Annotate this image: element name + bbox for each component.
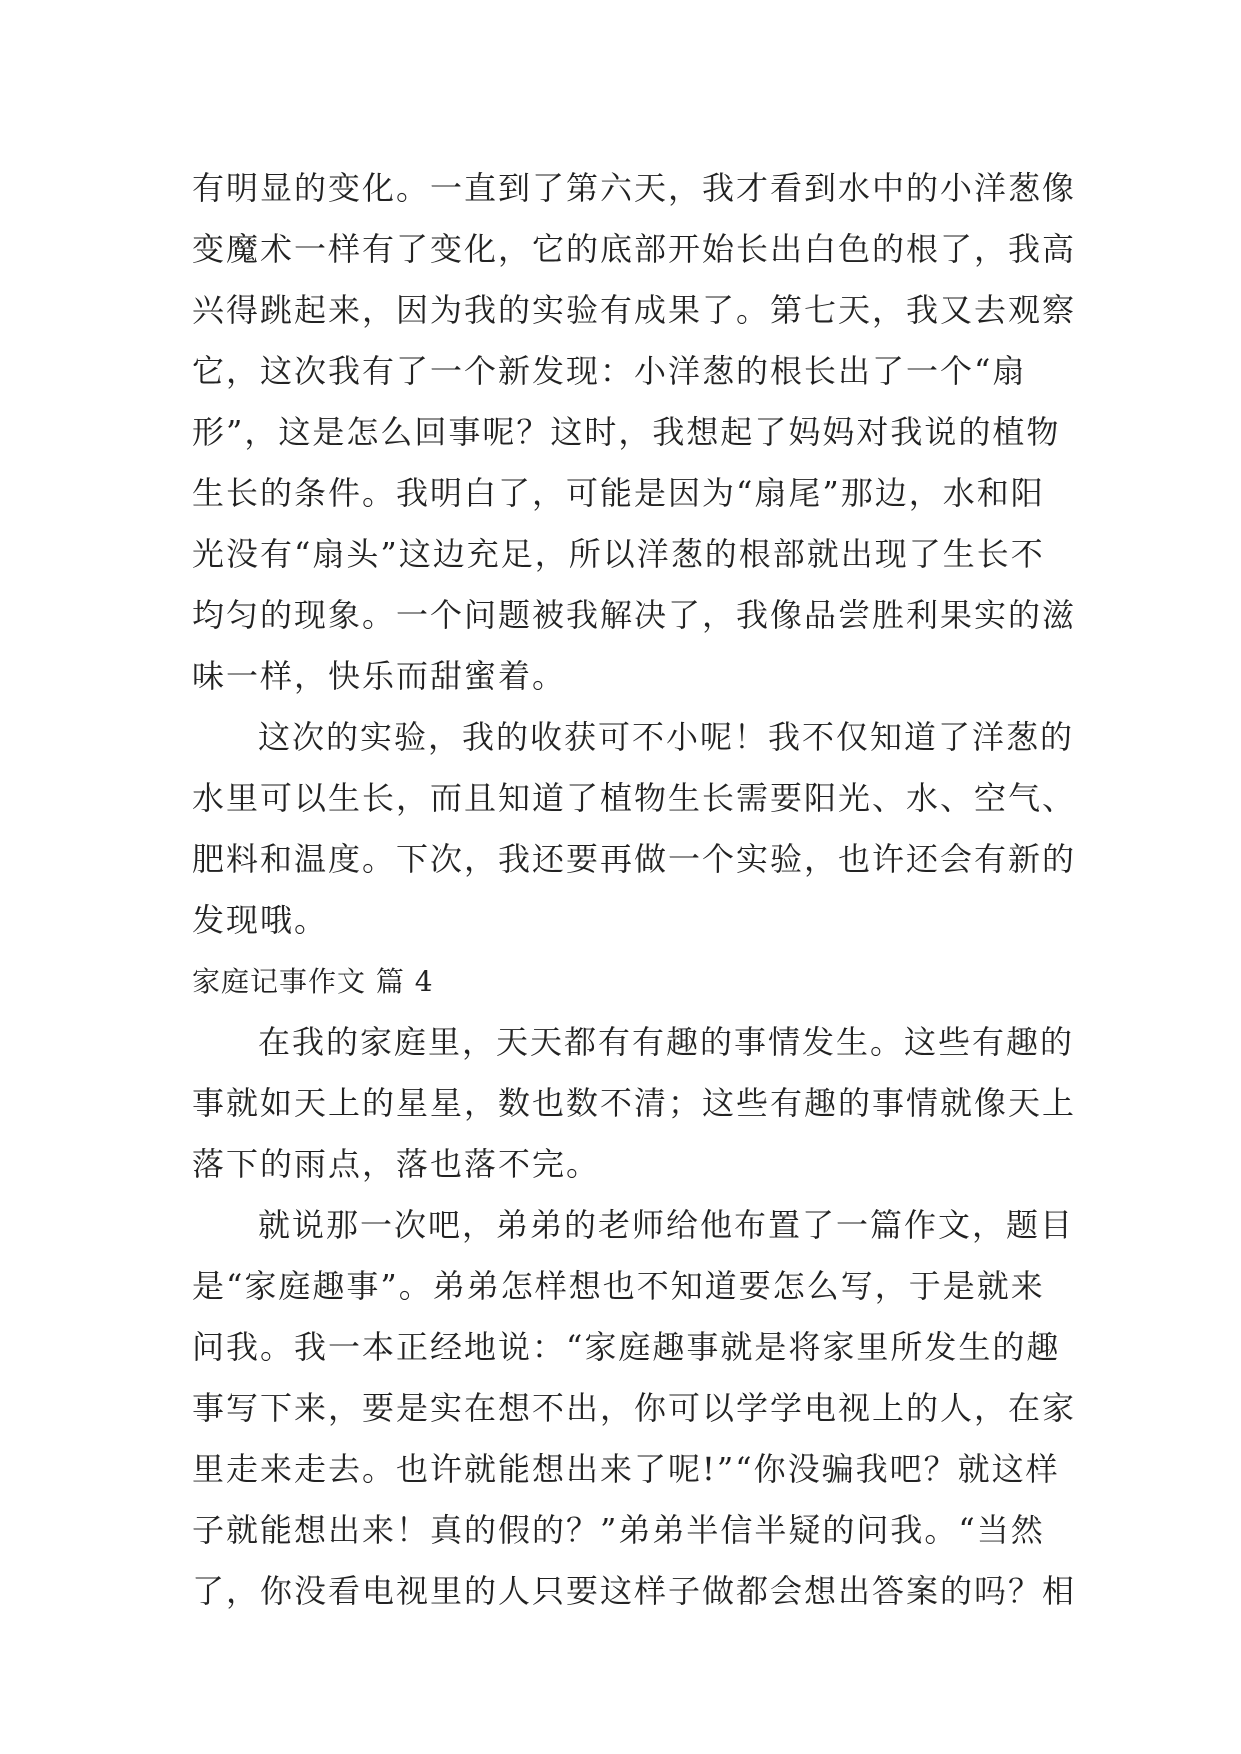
text-line: 子就能想出来！真的假的？”弟弟半信半疑的问我。“当然 <box>192 1511 1045 1549</box>
document-body <box>192 158 1077 1622</box>
text-line: 里走来走去。也许就能想出来了呢!”“你没骗我吧？就这样 <box>192 1450 1060 1488</box>
text-line: 落下的雨点，落也落不完。 <box>192 1145 601 1183</box>
text-line: 味一样，快乐而甜蜜着。 <box>192 657 567 695</box>
text-line: 均匀的现象。一个问题被我解决了，我像品尝胜利果实的滋 <box>192 596 1077 634</box>
text-line: 肥料和温度。下次，我还要再做一个实验，也许还会有新的 <box>192 840 1077 878</box>
text-line: 形”，这是怎么回事呢？这时，我想起了妈妈对我说的植物 <box>192 413 1061 451</box>
paragraph-first-line: 在我的家庭里，天天都有有趣的事情发生。这些有趣的 <box>258 1023 1075 1061</box>
section-heading: 家庭记事作文 篇 4 <box>192 965 434 998</box>
text-line: 它，这次我有了一个新发现：小洋葱的根长出了一个“扇 <box>192 352 1027 390</box>
text-line: 问我。我一本正经地说：“家庭趣事就是将家里所发生的趣 <box>192 1328 1061 1366</box>
text-line: 发现哦。 <box>192 901 329 939</box>
text-line: 水里可以生长，而且知道了植物生长需要阳光、水、空气、 <box>192 779 1077 817</box>
text-line: 了，你没看电视里的人只要这样子做都会想出答案的吗？相 <box>192 1572 1077 1610</box>
text-line: 是“家庭趣事”。弟弟怎样想也不知道要怎么写，于是就来 <box>192 1267 1045 1305</box>
text-line: 变魔术一样有了变化，它的底部开始长出白色的根了，我高 <box>192 230 1077 268</box>
text-line: 生长的条件。我明白了，可能是因为“扇尾”那边，水和阳 <box>192 474 1045 512</box>
text-line: 兴得跳起来，因为我的实验有成果了。第七天，我又去观察 <box>192 291 1077 329</box>
text-line: 事写下来，要是实在想不出，你可以学学电视上的人，在家 <box>192 1389 1077 1427</box>
paragraph-first-line: 就说那一次吧，弟弟的老师给他布置了一篇作文，题目 <box>258 1206 1075 1244</box>
text-line: 事就如天上的星星，数也数不清；这些有趣的事情就像天上 <box>192 1084 1077 1122</box>
text-line: 有明显的变化。一直到了第六天，我才看到水中的小洋葱像 <box>192 169 1077 207</box>
text-line: 光没有“扇头”这边充足，所以洋葱的根部就出现了生长不 <box>192 535 1045 573</box>
paragraph-first-line: 这次的实验，我的收获可不小呢！我不仅知道了洋葱的 <box>258 718 1075 756</box>
